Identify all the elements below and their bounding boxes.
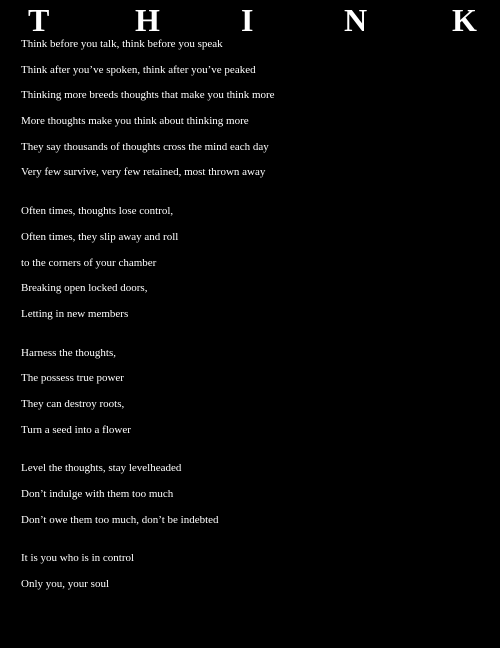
poem-body [21,38,491,617]
poem-line: Level the thoughts, stay levelheaded [21,462,182,475]
title-letter: I [241,2,254,38]
title-letter: K [452,2,477,38]
poem-line: They can destroy roots, [21,397,125,410]
stanza-5 [21,552,491,591]
poem-line: It is you who is in control [21,552,135,565]
poem-line: Turn a seed into a flower [21,423,131,436]
poem-line: Think before you talk, think before you speak [21,38,223,50]
poem-line: Only you, your soul [21,578,109,591]
stanza-1 [21,38,491,179]
poem-line: Very few survive, very few retained, most thrown away [21,166,266,179]
poem-line: More thoughts make you think about thinking more [21,115,249,128]
poem-line: Thinking more breeds thoughts that make you think more [21,89,275,102]
poem-line: Don’t owe them too much, don’t be indebted [21,513,219,526]
poem-line: The possess true power [21,372,124,385]
poem-line: Often times, they slip away and roll [21,230,179,243]
poem-line: Letting in new members [21,307,129,320]
poem-line: Breaking open locked doors, [21,282,148,295]
poem-line: Harness the thoughts, [21,346,117,359]
poem-line: Often times, thoughts lose control, [21,205,174,218]
stanza-2 [21,205,491,321]
poem-line: Think after you’ve spoken, think after you’ve peaked [21,63,256,76]
poem-line: They say thousands of thoughts cross the mind each day [21,140,269,153]
title-letter: H [135,2,160,38]
poem-line: Don’t indulge with them too much [21,488,174,500]
stanza-3 [21,347,491,437]
poem-line: to the corners of your chamber [21,256,157,269]
stanza-4 [21,462,491,526]
title-letter: T [28,2,50,38]
poem-title [0,3,500,37]
title-letter: N [344,2,368,38]
